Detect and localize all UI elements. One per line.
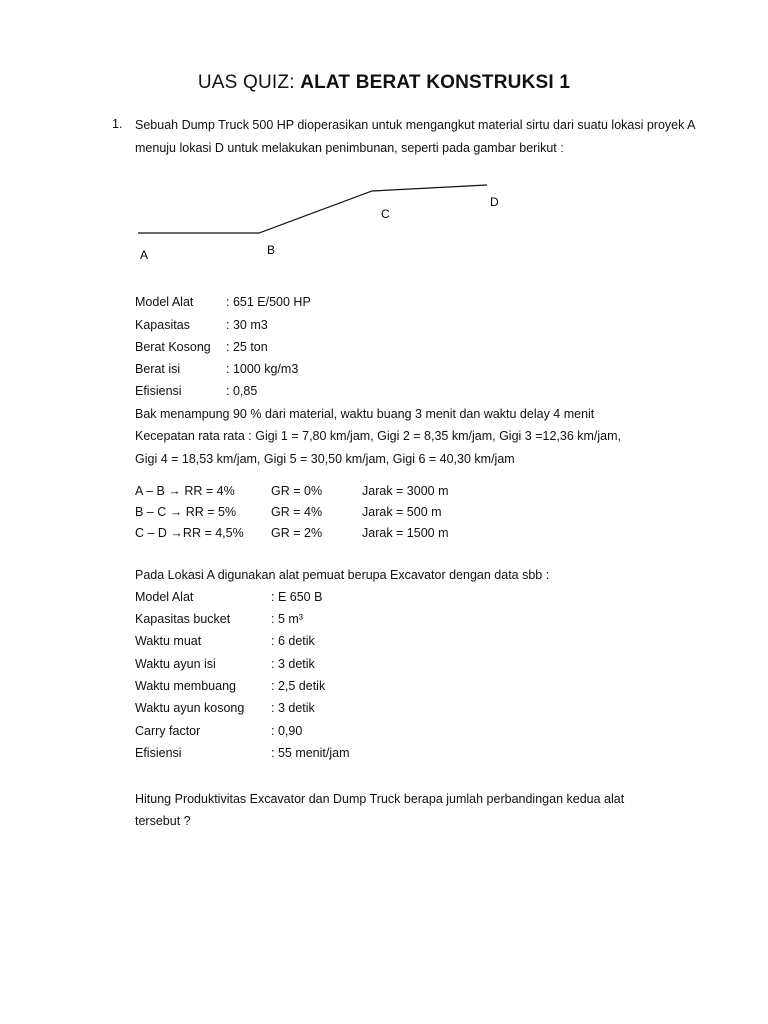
spec-value: : 0,85 (226, 384, 258, 398)
spec-label: Kapasitas bucket (135, 612, 231, 626)
spec-value: : E 650 B (271, 590, 323, 604)
spec-value: : 0,90 (271, 724, 303, 738)
spec-value: : 55 menit/jam (271, 746, 350, 760)
title-prefix: UAS QUIZ: (197, 72, 301, 93)
spec-label: Waktu muat (135, 634, 202, 648)
closing-question-cont: tersebut ? (135, 814, 191, 828)
point-label-d: D (490, 195, 499, 209)
segment-route: B – C → RR = 5% (135, 505, 237, 519)
spec-label: Carry factor (135, 724, 201, 738)
segment-jarak: Jarak = 1500 m (362, 526, 449, 540)
segment-gr: GR = 4% (271, 505, 323, 519)
point-label-b: B (267, 243, 276, 257)
segment-gr: GR = 2% (271, 526, 323, 540)
note-line: Gigi 4 = 18,53 km/jam, Gigi 5 = 30,50 km/jam, Gigi 6 = 40,30 km/jam (135, 452, 515, 466)
spec-value: : 1000 kg/m3 (226, 362, 299, 376)
spec-value: : 2,5 detik (271, 679, 326, 693)
spec-label: Berat Kosong (135, 340, 211, 354)
spec-value: : 6 detik (271, 634, 315, 648)
segment-jarak: Jarak = 3000 m (362, 484, 449, 498)
spec-value: : 651 E/500 HP (226, 295, 311, 309)
spec-value: : 5 m³ (271, 612, 303, 626)
spec-value: : 3 detik (271, 701, 315, 715)
note-line: Kecepatan rata rata : Gigi 1 = 7,80 km/jam, Gigi 2 = 8,35 km/jam, Gigi 3 =12,36 km/jam, (135, 429, 621, 443)
spec-label: Model Alat (135, 590, 194, 604)
segment-route: A – B → RR = 4% (135, 484, 235, 498)
spec-label: Efisiensi (135, 746, 182, 760)
point-label-a: A (140, 248, 149, 262)
segment-gr: GR = 0% (271, 484, 323, 498)
spec-label: Efisiensi (135, 384, 182, 398)
excavator-intro: Pada Lokasi A digunakan alat pemuat berupa Excavator dengan data sbb : (135, 568, 550, 582)
segment-route: C – D →RR = 4,5% (135, 526, 244, 540)
spec-label: Kapasitas (135, 318, 190, 332)
spec-value: : 25 ton (226, 340, 268, 354)
question-text: Sebuah Dump Truck 500 HP dioperasikan untuk mengangkut material sirtu dari suatu lokasi proyek A menuju lokasi D untuk melakukan penimbunan, seperti pada gambar berikut : (135, 118, 695, 155)
spec-label: Waktu ayun isi (135, 657, 216, 671)
spec-label: Berat isi (135, 362, 181, 376)
spec-label: Model Alat (135, 295, 194, 309)
closing-question: Hitung Produktivitas Excavator dan Dump Truck berapa jumlah perbandingan kedua alat (135, 792, 625, 806)
title-main: ALAT BERAT KONSTRUKSI 1 (300, 72, 571, 93)
route-profile-line (138, 185, 487, 233)
segment-jarak: Jarak = 500 m (362, 505, 442, 519)
spec-value: : 30 m3 (226, 318, 268, 332)
spec-value: : 3 detik (271, 657, 315, 671)
note-line: Bak menampung 90 % dari material, waktu buang 3 menit dan waktu delay 4 menit (135, 407, 595, 421)
question-number: 1. (112, 117, 123, 131)
spec-label: Waktu ayun kosong (135, 701, 245, 715)
spec-label: Waktu membuang (135, 679, 236, 693)
point-label-c: C (381, 207, 390, 221)
